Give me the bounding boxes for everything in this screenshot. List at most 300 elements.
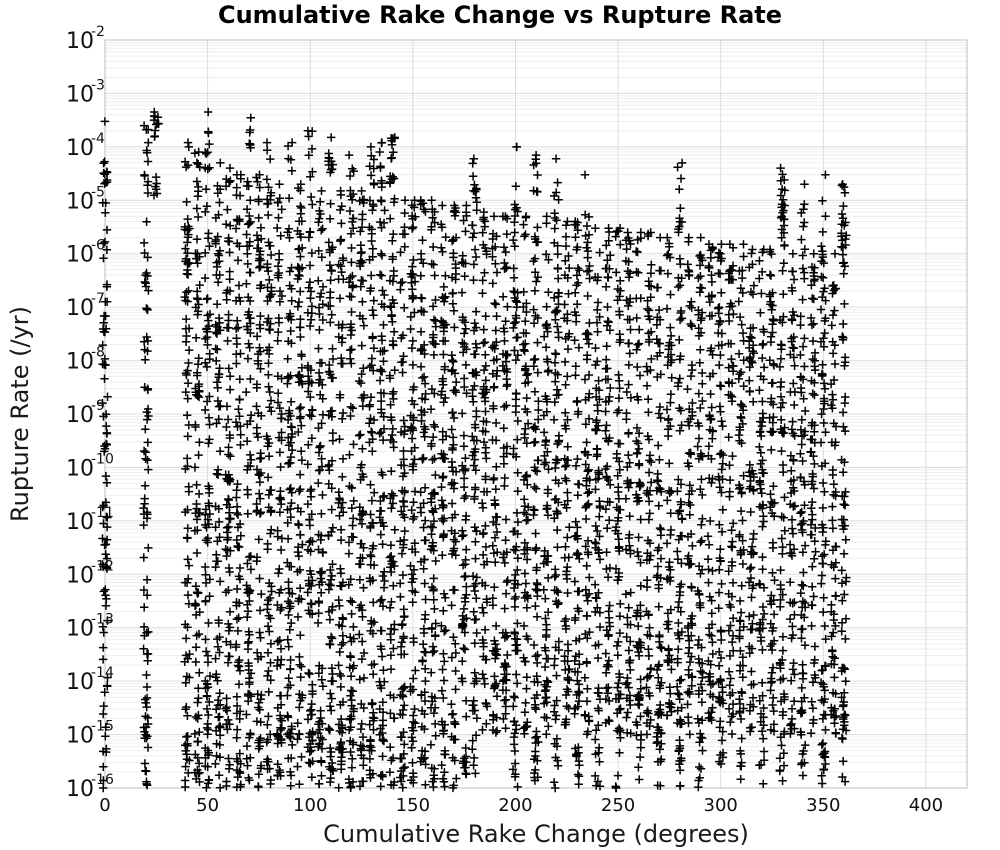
data-point — [471, 319, 479, 327]
data-point — [695, 636, 703, 644]
data-point — [336, 670, 344, 678]
data-point — [562, 233, 570, 241]
data-point — [297, 403, 305, 411]
data-point — [346, 652, 354, 660]
data-point — [708, 704, 716, 712]
data-point — [336, 187, 344, 195]
data-point — [314, 344, 322, 352]
data-point — [479, 529, 487, 537]
data-point — [687, 372, 695, 380]
data-point — [317, 772, 325, 780]
data-point — [470, 697, 478, 705]
data-point — [458, 657, 466, 665]
data-point — [275, 565, 283, 573]
data-point — [274, 262, 282, 270]
data-point — [192, 481, 200, 489]
data-point — [305, 233, 313, 241]
data-point — [625, 273, 633, 281]
data-point — [501, 724, 509, 732]
data-point — [287, 782, 295, 790]
data-point — [745, 612, 753, 620]
data-point — [470, 229, 478, 237]
data-point — [591, 538, 599, 546]
data-point — [601, 427, 609, 435]
data-point — [503, 351, 511, 359]
data-point — [329, 524, 337, 532]
data-point — [694, 442, 702, 450]
data-point — [315, 599, 323, 607]
data-point — [531, 355, 539, 363]
data-point — [645, 652, 653, 660]
data-point — [499, 293, 507, 301]
data-point — [387, 504, 395, 512]
data-point — [295, 487, 303, 495]
data-point — [419, 259, 427, 267]
data-point — [440, 657, 448, 665]
data-point — [529, 424, 537, 432]
data-point — [296, 531, 304, 539]
data-point — [201, 406, 209, 414]
data-point — [236, 564, 244, 572]
data-point — [276, 404, 284, 412]
data-point — [666, 531, 674, 539]
data-point — [626, 325, 634, 333]
data-point — [184, 379, 192, 387]
data-point — [677, 307, 685, 315]
data-point — [216, 731, 224, 739]
data-point — [736, 597, 744, 605]
data-point — [421, 433, 429, 441]
data-point — [254, 783, 262, 791]
data-point — [482, 543, 490, 551]
data-point — [543, 212, 551, 220]
data-point — [140, 603, 148, 611]
data-point — [634, 763, 642, 771]
data-point — [346, 597, 354, 605]
data-point — [760, 363, 768, 371]
data-point — [246, 451, 254, 459]
data-point — [561, 554, 569, 562]
data-point — [255, 628, 263, 636]
data-point — [481, 217, 489, 225]
data-point — [478, 670, 486, 678]
data-point — [255, 489, 263, 497]
data-point — [479, 609, 487, 617]
data-point — [274, 337, 282, 345]
data-point — [273, 224, 281, 232]
data-point — [533, 651, 541, 659]
data-point — [358, 655, 366, 663]
data-point — [193, 738, 201, 746]
data-point — [471, 245, 479, 253]
data-point — [204, 439, 212, 447]
data-point — [719, 506, 727, 514]
data-point — [664, 645, 672, 653]
chart-title: Cumulative Rake Change vs Rupture Rate — [217, 1, 783, 29]
data-point — [573, 523, 581, 531]
data-point — [297, 350, 305, 358]
data-point — [376, 376, 384, 384]
data-point — [561, 358, 569, 366]
data-point — [206, 350, 214, 358]
data-point — [275, 256, 283, 264]
data-point — [647, 458, 655, 466]
data-point — [195, 669, 203, 677]
data-point — [643, 708, 651, 716]
data-point — [285, 194, 293, 202]
data-point — [625, 604, 633, 612]
data-point — [686, 511, 694, 519]
data-point — [581, 630, 589, 638]
data-point — [717, 240, 725, 248]
data-point — [328, 694, 336, 702]
data-point — [534, 368, 542, 376]
data-point — [582, 515, 590, 523]
data-point — [523, 673, 531, 681]
data-point — [409, 293, 417, 301]
data-point — [306, 228, 314, 236]
data-point — [626, 666, 634, 674]
data-point — [379, 716, 387, 724]
data-point — [440, 283, 448, 291]
data-point — [143, 456, 151, 464]
data-point — [359, 277, 367, 285]
data-point — [697, 475, 705, 483]
data-point — [551, 349, 559, 357]
data-point — [338, 415, 346, 423]
data-point — [409, 223, 417, 231]
data-point — [417, 363, 425, 371]
data-point — [315, 780, 323, 788]
data-point — [191, 149, 199, 157]
data-point — [448, 710, 456, 718]
data-point — [585, 213, 593, 221]
data-point — [596, 248, 604, 256]
data-point — [510, 693, 518, 701]
data-point — [264, 473, 272, 481]
data-point — [379, 572, 387, 580]
data-point — [583, 612, 591, 620]
data-point — [103, 226, 111, 234]
data-point — [593, 401, 601, 409]
data-point — [725, 705, 733, 713]
data-point — [144, 138, 152, 146]
data-point — [324, 462, 332, 470]
data-point — [387, 598, 395, 606]
data-point — [234, 323, 242, 331]
data-point — [326, 752, 334, 760]
data-point — [358, 720, 366, 728]
data-point — [606, 384, 614, 392]
data-point — [192, 500, 200, 508]
data-point — [758, 646, 766, 654]
data-point — [625, 361, 633, 369]
data-point — [286, 267, 294, 275]
data-point — [277, 414, 285, 422]
data-point — [513, 435, 521, 443]
data-point — [564, 640, 572, 648]
data-point — [698, 515, 706, 523]
data-point — [676, 427, 684, 435]
data-point — [637, 515, 645, 523]
data-point — [747, 563, 755, 571]
data-point — [685, 233, 693, 241]
data-point — [244, 260, 252, 268]
data-point — [205, 592, 213, 600]
data-point — [226, 164, 234, 172]
data-point — [767, 338, 775, 346]
data-point — [674, 689, 682, 697]
data-point — [396, 248, 404, 256]
data-point — [531, 287, 539, 295]
data-point — [728, 543, 736, 551]
data-point — [624, 483, 632, 491]
data-point — [582, 438, 590, 446]
data-point — [686, 320, 694, 328]
data-point — [380, 291, 388, 299]
data-point — [706, 517, 714, 525]
data-point — [521, 699, 529, 707]
data-point — [409, 256, 417, 264]
data-point — [255, 574, 263, 582]
data-point — [399, 783, 407, 791]
data-point — [184, 432, 192, 440]
data-point — [233, 480, 241, 488]
data-point — [409, 737, 417, 745]
data-point — [511, 571, 519, 579]
data-point — [540, 586, 548, 594]
data-point — [182, 198, 190, 206]
data-point — [520, 288, 528, 296]
data-point — [99, 763, 107, 771]
data-point — [614, 638, 622, 646]
data-point — [181, 244, 189, 252]
data-point — [356, 430, 364, 438]
data-point — [635, 652, 643, 660]
data-point — [201, 563, 209, 571]
data-point — [308, 700, 316, 708]
data-point — [717, 580, 725, 588]
data-point — [584, 467, 592, 475]
data-point — [205, 164, 213, 172]
data-point — [555, 432, 563, 440]
data-point — [142, 767, 150, 775]
data-point — [706, 298, 714, 306]
data-point — [500, 243, 508, 251]
data-point — [482, 454, 490, 462]
data-point — [694, 715, 702, 723]
data-point — [583, 222, 591, 230]
data-point — [585, 340, 593, 348]
data-point — [622, 245, 630, 253]
data-point — [378, 540, 386, 548]
data-point — [448, 425, 456, 433]
data-point — [438, 665, 446, 673]
data-point — [345, 549, 353, 557]
data-point — [216, 784, 224, 792]
data-point — [471, 455, 479, 463]
data-point — [544, 722, 552, 730]
data-point — [214, 713, 222, 721]
data-point — [256, 734, 264, 742]
data-point — [674, 619, 682, 627]
data-point — [708, 278, 716, 286]
data-point — [347, 345, 355, 353]
data-point — [99, 710, 107, 718]
data-point — [472, 340, 480, 348]
data-point — [409, 337, 417, 345]
data-point — [614, 483, 622, 491]
data-point — [391, 366, 399, 374]
data-point — [595, 758, 603, 766]
data-point — [212, 357, 220, 365]
data-point — [553, 178, 561, 186]
data-point — [201, 571, 209, 579]
data-point — [583, 335, 591, 343]
data-point — [346, 355, 354, 363]
data-point — [673, 163, 681, 171]
data-point — [520, 495, 528, 503]
data-point — [306, 393, 314, 401]
data-point — [329, 436, 337, 444]
data-point — [366, 510, 374, 518]
data-point — [399, 230, 407, 238]
data-point — [216, 577, 224, 585]
data-point — [758, 553, 766, 561]
data-point — [141, 455, 149, 463]
data-point — [430, 454, 438, 462]
data-point — [461, 272, 469, 280]
data-point — [551, 464, 559, 472]
data-point — [747, 667, 755, 675]
data-point — [276, 448, 284, 456]
data-point — [194, 684, 202, 692]
data-point — [461, 598, 469, 606]
data-point — [460, 483, 468, 491]
data-point — [389, 230, 397, 238]
data-point — [284, 636, 292, 644]
data-point — [288, 741, 296, 749]
data-point — [616, 240, 624, 248]
data-point — [378, 752, 386, 760]
data-point — [737, 507, 745, 515]
data-point — [655, 660, 663, 668]
data-point — [717, 449, 725, 457]
data-point — [705, 264, 713, 272]
data-point — [460, 764, 468, 772]
data-point — [430, 340, 438, 348]
data-point — [533, 171, 541, 179]
data-point — [470, 155, 478, 163]
data-point — [328, 572, 336, 580]
data-point — [418, 455, 426, 463]
data-point — [410, 705, 418, 713]
data-point — [295, 405, 303, 413]
data-point — [296, 584, 304, 592]
data-point — [387, 665, 395, 673]
data-point — [378, 286, 386, 294]
data-point — [316, 707, 324, 715]
data-point — [101, 117, 109, 125]
data-point — [636, 675, 644, 683]
data-point — [347, 610, 355, 618]
data-point — [202, 150, 210, 158]
data-point — [335, 602, 343, 610]
data-point — [491, 558, 499, 566]
data-point — [490, 212, 498, 220]
data-point — [257, 454, 265, 462]
data-point — [542, 631, 550, 639]
data-point — [376, 271, 384, 279]
data-point — [462, 770, 470, 778]
data-point — [470, 608, 478, 616]
data-point — [367, 393, 375, 401]
data-point — [572, 462, 580, 470]
data-point — [397, 279, 405, 287]
data-point — [686, 302, 694, 310]
data-point — [531, 602, 539, 610]
data-point — [398, 368, 406, 376]
data-point — [755, 443, 763, 451]
data-point — [482, 444, 490, 452]
data-point — [675, 746, 683, 754]
data-point — [523, 394, 531, 402]
data-point — [450, 414, 458, 422]
data-point — [512, 670, 520, 678]
data-point — [318, 225, 326, 233]
data-point — [501, 634, 509, 642]
data-point — [103, 479, 111, 487]
data-point — [755, 386, 763, 394]
data-point — [236, 667, 244, 675]
data-point — [707, 254, 715, 262]
data-point — [591, 580, 599, 588]
data-point — [471, 639, 479, 647]
data-point — [460, 442, 468, 450]
data-point — [450, 719, 458, 727]
data-point — [296, 661, 304, 669]
data-point — [695, 763, 703, 771]
data-point — [450, 323, 458, 331]
data-point — [429, 433, 437, 441]
data-point — [377, 507, 385, 515]
data-point — [663, 539, 671, 547]
data-point — [326, 615, 334, 623]
data-point — [726, 621, 734, 629]
data-point — [206, 672, 214, 680]
data-point — [591, 344, 599, 352]
data-point — [326, 302, 334, 310]
data-point — [427, 741, 435, 749]
data-point — [584, 292, 592, 300]
data-point — [612, 784, 620, 792]
data-point — [740, 382, 748, 390]
data-point — [709, 245, 717, 253]
data-point — [725, 461, 733, 469]
data-point — [226, 452, 234, 460]
data-point — [99, 655, 107, 663]
data-point — [615, 394, 623, 402]
data-point — [750, 349, 758, 357]
data-point — [204, 720, 212, 728]
data-point — [379, 666, 387, 674]
data-point — [243, 613, 251, 621]
data-point — [193, 549, 201, 557]
data-point — [242, 280, 250, 288]
data-point — [603, 342, 611, 350]
data-point — [664, 416, 672, 424]
data-point — [287, 499, 295, 507]
